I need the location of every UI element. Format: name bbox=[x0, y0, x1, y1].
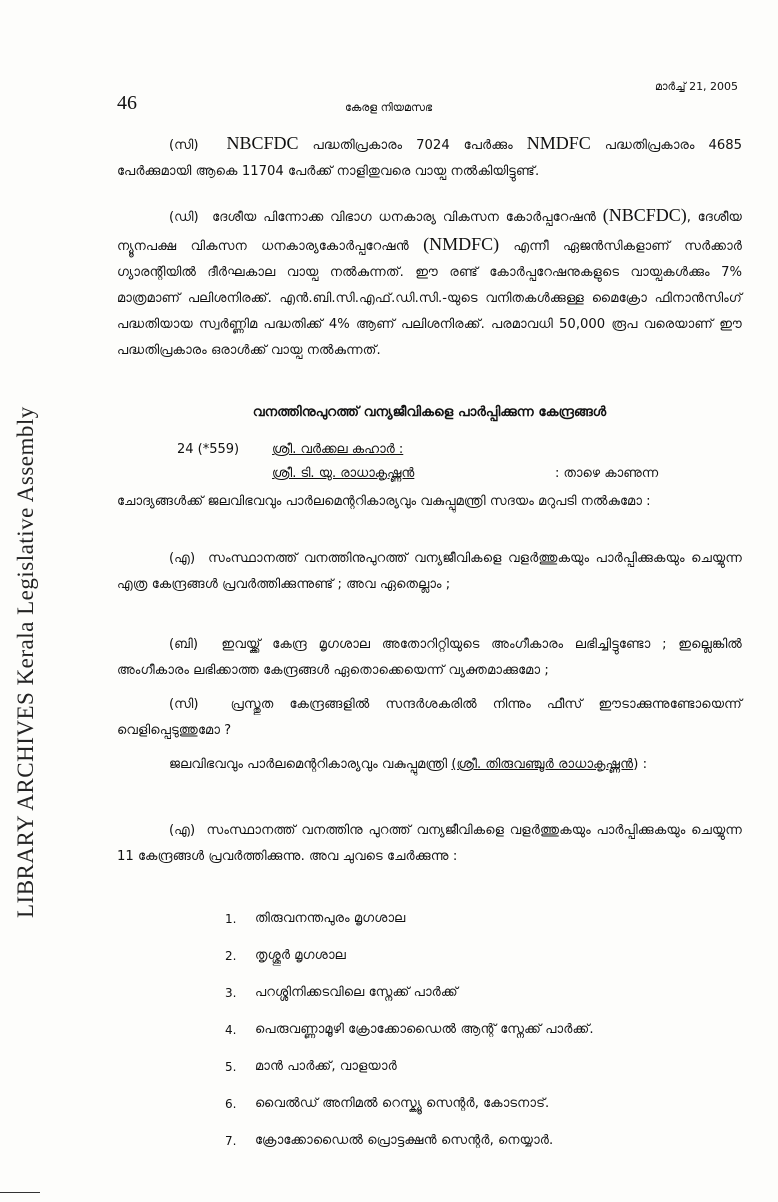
running-head: കേരള നിയമസഭ bbox=[345, 101, 433, 114]
para-text: ഇവയ്ക്ക് കേന്ദ്ര മൃഗശാല അതോറിറ്റിയുടെ അംഗീകാരം ലഭിച്ചിട്ടുണ്ടോ ; ഇല്ലെങ്കിൽ അംഗീകാരം ലഭിക്കാത്ത കേന്ദ്രങ്ങൾ ഏതൊക്കെയെന്ന് വ്യക്തമാക്കുമോ ; bbox=[117, 637, 742, 678]
para-text: പദ്ധതിപ്രകാരം 4685 പേർക്കുമായി ആകെ 11704 പേർക്ക് നാളിതുവരെ വായ്പ നൽകിയിട്ടുണ്ട്. bbox=[117, 138, 743, 179]
list-item bbox=[225, 974, 594, 1011]
question-continuation: : താഴെ കാണുന്ന bbox=[555, 466, 659, 481]
nbcfdc-abbr: NBCFDC bbox=[226, 133, 299, 153]
list-item bbox=[225, 1085, 594, 1122]
para-label: (സി) bbox=[169, 138, 199, 153]
item-number: 6. bbox=[225, 1096, 237, 1111]
item-number: 2. bbox=[225, 948, 237, 963]
question-number: 24 (*559) bbox=[177, 442, 240, 457]
answer-c-paragraph bbox=[117, 130, 742, 185]
question-member-2: ശ്രീ. ടി. യു. രാധാകൃഷ്ണൻ bbox=[272, 466, 415, 481]
para-text: , ദേശീയ ന്യൂനപക്ഷ വികസന ധനകാര്യകോർപ്പറേഷൻ bbox=[117, 210, 742, 254]
para-text: പ്രസ്തുത കേന്ദ്രങ്ങളിൽ സന്ദർശകരിൽ നിന്നും ഫീസ് ഈടാക്കുന്നുണ്ടോയെന്ന് വെളിപ്പെടുത്തുമോ ? bbox=[117, 697, 742, 738]
list-item bbox=[225, 1048, 594, 1085]
item-name: പറശ്ശിനിക്കടവിലെ സ്നേക്ക് പാർക്ക് bbox=[255, 985, 458, 1000]
nbcfdc-abbr: (NBCFDC) bbox=[602, 205, 687, 225]
answer-intro bbox=[117, 752, 742, 778]
para-text: സംസ്ഥാനത്ത് വനത്തിനുപുറത്ത് വന്യജീവികളെ വളർത്തുകയും പാർപ്പിക്കുകയും ചെയ്യുന്ന എത്ര കേന്ദ്രങ്ങൾ പ്രവർത്തിക്കുന്നുണ്ട് ; അവ ഏതെല്ലാം ; bbox=[117, 551, 742, 592]
item-name: തിരുവനന്തപുരം മൃഗശാല bbox=[255, 911, 406, 926]
list-item bbox=[225, 1011, 594, 1048]
list-item bbox=[225, 937, 594, 974]
centres-list bbox=[225, 900, 594, 1159]
list-item bbox=[225, 900, 594, 937]
item-name: വൈൽഡ് അനിമൽ റെസ്ക്യൂ സെന്റർ, കോടനാട്. bbox=[255, 1096, 550, 1111]
item-number: 1. bbox=[225, 911, 237, 926]
para-text: എന്നീ ഏജൻസികളാണ് സർക്കാർ ഗ്യാരന്റിയിൽ ദീർഘകാല വായ്പ നൽകുന്നത്. ഈ രണ്ട് കോർപ്പറേഷനുകളുടെ വായ്പകൾക്കും 7% മാത്രമാണ് പലിശനിരക്ക്. എൻ.ബി.സി.എഫ്.ഡി.സി.-യുടെ വനിതകൾക്കുള്ള മൈക്രോ ഫിനാൻസിംഗ് പദ്ധതിയായ സ്വർണ്ണിമ പദ്ധതിക്ക് 4% ആണ് പലിശനിരക്ക്. പരമാവധി 50,000 രൂപ വരെയാണ് ഈ പദ്ധതിപ്രകാരം ഒരാൾക്ക് വായ്പ നൽകുന്നത്. bbox=[117, 239, 743, 358]
item-name: മാൻ പാർക്ക്, വാളയാർ bbox=[255, 1059, 397, 1074]
nmdfc-abbr: NMDFC bbox=[526, 133, 591, 153]
archive-watermark: LIBRARY ARCHIVES Kerala Legislative Assembly bbox=[13, 406, 38, 918]
question-c bbox=[117, 692, 742, 744]
para-label: (സി) bbox=[169, 697, 199, 712]
para-label: (ഡി) bbox=[169, 210, 199, 225]
item-name: തൃശ്ശൂർ മൃഗശാല bbox=[255, 948, 346, 963]
question-body: ചോദ്യങ്ങൾക്ക് ജലവിഭവവും പാർലമെന്ററികാര്യവും വകുപ്പുമന്ത്രി സദയം മറുപടി നൽകുമോ : bbox=[117, 494, 651, 509]
para-text: പദ്ധതിപ്രകാരം 7024 പേർക്കും bbox=[298, 138, 527, 153]
footer-rule bbox=[0, 1192, 40, 1193]
item-number: 3. bbox=[225, 985, 237, 1000]
para-label: (എ) bbox=[169, 551, 196, 566]
item-name: ക്രോക്കോഡൈൽ പ്രൊട്ടക്ഷൻ സെന്റർ, നെയ്യാർ. bbox=[255, 1133, 554, 1148]
question-b bbox=[117, 632, 742, 684]
question-a bbox=[117, 546, 742, 598]
item-number: 4. bbox=[225, 1022, 237, 1037]
para-text: സംസ്ഥാനത്ത് വനത്തിനു പുറത്ത് വന്യജീവികളെ വളർത്തുകയും പാർപ്പിക്കുകയും ചെയ്യുന്ന 11 കേന്ദ്രങ്ങൾ പ്രവർത്തിക്കുന്നു. അവ ചുവടെ ചേർക്കുന്നു : bbox=[117, 823, 742, 864]
section-heading: വനത്തിനുപുറത്ത് വന്യജീവികളെ പാർപ്പിക്കുന്ന കേന്ദ്രങ്ങൾ bbox=[252, 404, 607, 420]
nmdfc-abbr: (NMDFC) bbox=[423, 234, 500, 254]
page-number: 46 bbox=[117, 92, 137, 114]
para-text: ദേശീയ പിന്നോക്ക വിഭാഗ ധനകാര്യ വികസന കോർപ്പറേഷൻ bbox=[212, 210, 603, 225]
item-name: പെരുവണ്ണാമൂഴി ക്രോക്കോഡൈൽ ആന്റ് സ്നേക്ക് പാർക്ക്. bbox=[255, 1022, 594, 1037]
item-number: 7. bbox=[225, 1133, 237, 1148]
para-label: (ബി) bbox=[169, 637, 199, 652]
list-item bbox=[225, 1122, 594, 1159]
header-date: മാർച്ച് 21, 2005 bbox=[655, 80, 739, 93]
item-number: 5. bbox=[225, 1059, 237, 1074]
question-member-1: ശ്രീ. വർക്കല കഹാർ : bbox=[272, 442, 404, 457]
para-label: (എ) bbox=[169, 823, 196, 838]
minister-name: (ശ്രീ. തിരുവഞ്ചൂർ രാധാകൃഷ്ണൻ bbox=[451, 757, 634, 772]
para-text: ജലവിഭവവും പാർലമെന്ററികാര്യവും വകുപ്പുമന്ത്രി bbox=[169, 757, 452, 772]
answer-a bbox=[117, 818, 742, 870]
answer-d-paragraph bbox=[117, 202, 742, 364]
para-text: ) : bbox=[633, 757, 648, 772]
